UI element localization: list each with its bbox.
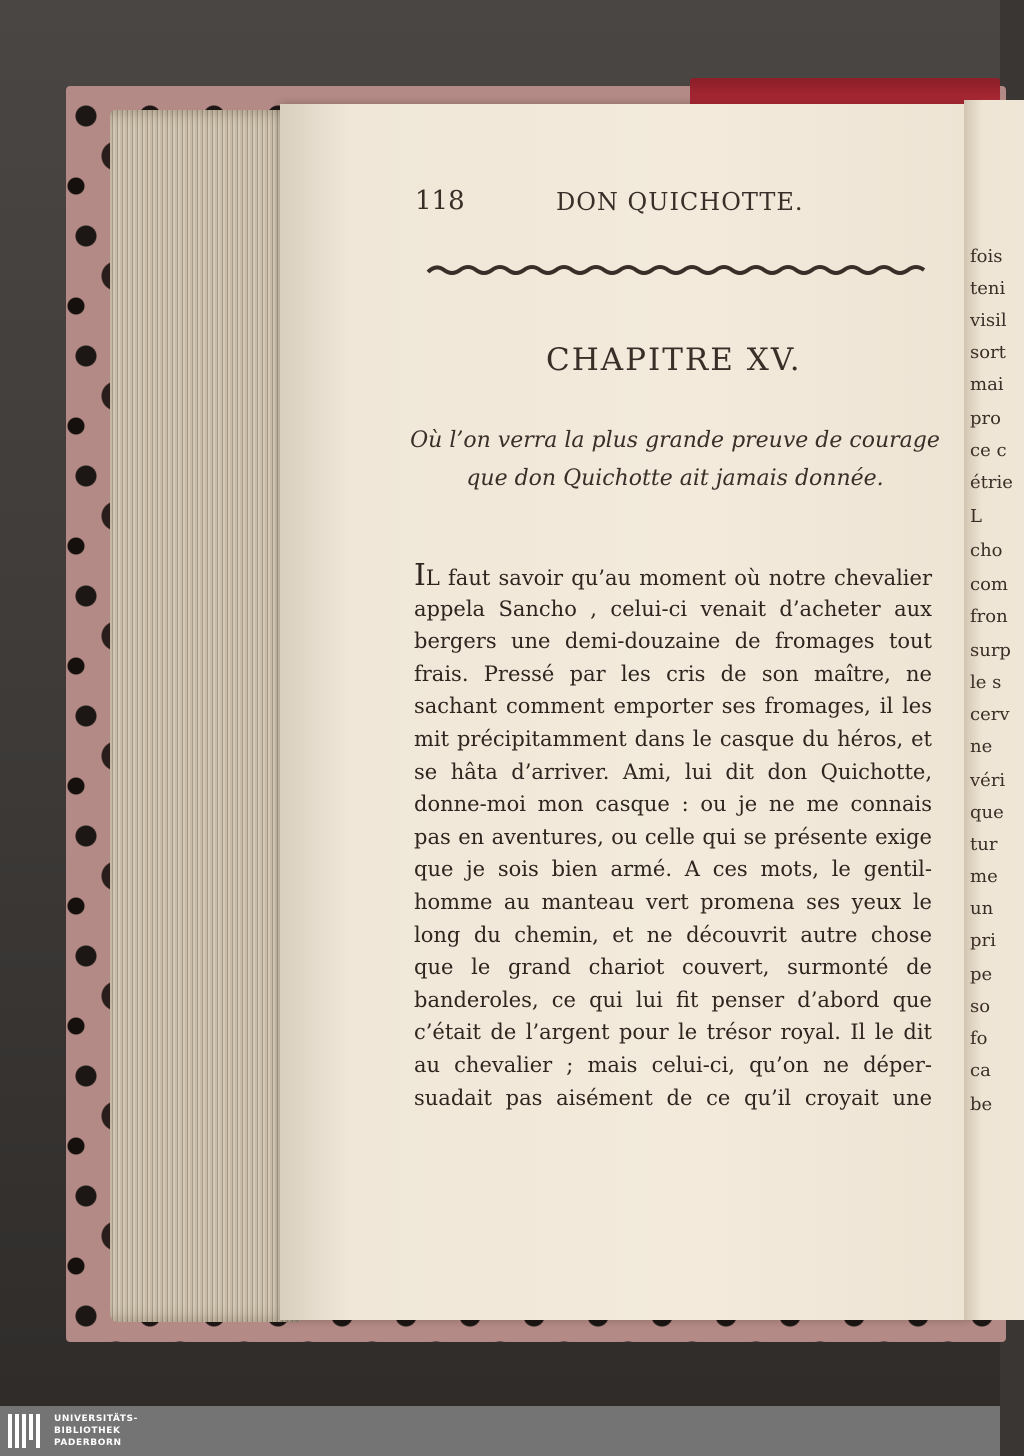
right-page-fragment: véri — [970, 770, 1006, 791]
right-page-fragment: fois — [970, 246, 1003, 267]
chapter-title: CHAPITRE XV. — [546, 342, 802, 378]
right-page-fragment: pe — [970, 964, 993, 985]
body-line: au chevalier ; mais celui-ci, qu’on ne déper- — [414, 1053, 932, 1077]
chapter-subtitle-line: Où l’on verra la plus grande preuve de courage — [410, 428, 940, 453]
right-page-fragment: teni — [970, 278, 1006, 299]
red-spine-band — [690, 78, 1000, 106]
body-line — [414, 560, 932, 592]
right-page-fragment: cerv — [970, 704, 1010, 725]
running-title: DON QUICHOTTE. — [556, 188, 804, 216]
body-line: mit précipitamment dans le casque du héros, et — [414, 727, 932, 751]
right-page-fragment: ce c — [970, 440, 1007, 461]
body-line: appela Sancho , celui-ci venait d’acheter aux — [414, 596, 932, 621]
right-page-fragment: que — [970, 802, 1004, 823]
right-page-fragment: surp — [970, 640, 1011, 661]
right-page-fragment: me — [970, 866, 998, 887]
body-line: donne-moi mon casque : ou je ne me connais — [414, 792, 932, 817]
right-page-fragment: ca — [970, 1060, 991, 1081]
body-line: se hâta d’arriver. Ami, lui dit don Quichotte, — [414, 759, 932, 784]
library-footer — [0, 1406, 1000, 1456]
right-page-fragment: cho — [970, 540, 1003, 561]
body-line: long du chemin, et ne découvrit autre chose — [414, 922, 932, 947]
body-line: que le grand chariot couvert, surmonté de — [414, 955, 932, 980]
page-number: 118 — [415, 186, 465, 216]
right-page-fragment: L — [970, 506, 982, 527]
right-page-fragment: un — [970, 898, 994, 919]
body-line: bergers une demi-douzaine de fromages tout — [414, 629, 932, 654]
right-page-fragment: so — [970, 996, 991, 1017]
right-page-fragment: visil — [970, 310, 1007, 331]
drop-cap: I — [414, 558, 426, 593]
body-line: frais. Pressé par les cris de son maître, ne — [414, 661, 932, 686]
right-page-fragment: com — [970, 574, 1008, 595]
body-line: pas en aventures, ou celle qui se présente exige — [414, 824, 932, 849]
library-logo-icon — [6, 1412, 46, 1450]
body-line-text: faut savoir qu’au moment où notre chevalier — [439, 566, 932, 590]
right-page-fragment: tur — [970, 834, 998, 855]
right-page-fragment: be — [970, 1094, 993, 1115]
chapter-subtitle-line: que don Quichotte ait jamais donnée. — [466, 466, 884, 491]
body-line: c’était de l’argent pour le trésor royal. Il le dit — [414, 1020, 932, 1045]
logo-line: PADERBORN — [54, 1438, 122, 1448]
right-page-fragment: fron — [970, 606, 1008, 627]
right-page-sliver — [964, 100, 1024, 1320]
right-page-fragment: sort — [970, 342, 1006, 363]
first-word-rest: L — [425, 566, 440, 590]
ornament-divider-icon — [428, 262, 924, 278]
body-line: homme au manteau vert promena ses yeux le — [414, 890, 932, 914]
logo-line: BIBLIOTHEK — [54, 1426, 121, 1436]
logo-line: UNIVERSITÄTS- — [54, 1414, 138, 1424]
page-edges — [110, 110, 300, 1322]
body-line: suadait pas aisément de ce qu’il croyait une — [414, 1085, 932, 1110]
right-page-fragment: fo — [970, 1028, 988, 1049]
right-page-fragment: pro — [970, 408, 1001, 429]
right-page-fragment: étrie — [970, 472, 1013, 493]
right-page-fragment: le s — [970, 672, 1002, 693]
body-line: banderoles, ce qui lui fit penser d’abord que — [414, 987, 932, 1012]
body-line: sachant comment emporter ses fromages, il les — [414, 694, 932, 719]
right-page-fragment: pri — [970, 930, 996, 951]
right-page-fragment: ne — [970, 736, 993, 757]
body-line: que je sois bien armé. A ces mots, le gentil- — [414, 857, 932, 882]
right-page-fragment: mai — [970, 374, 1004, 395]
